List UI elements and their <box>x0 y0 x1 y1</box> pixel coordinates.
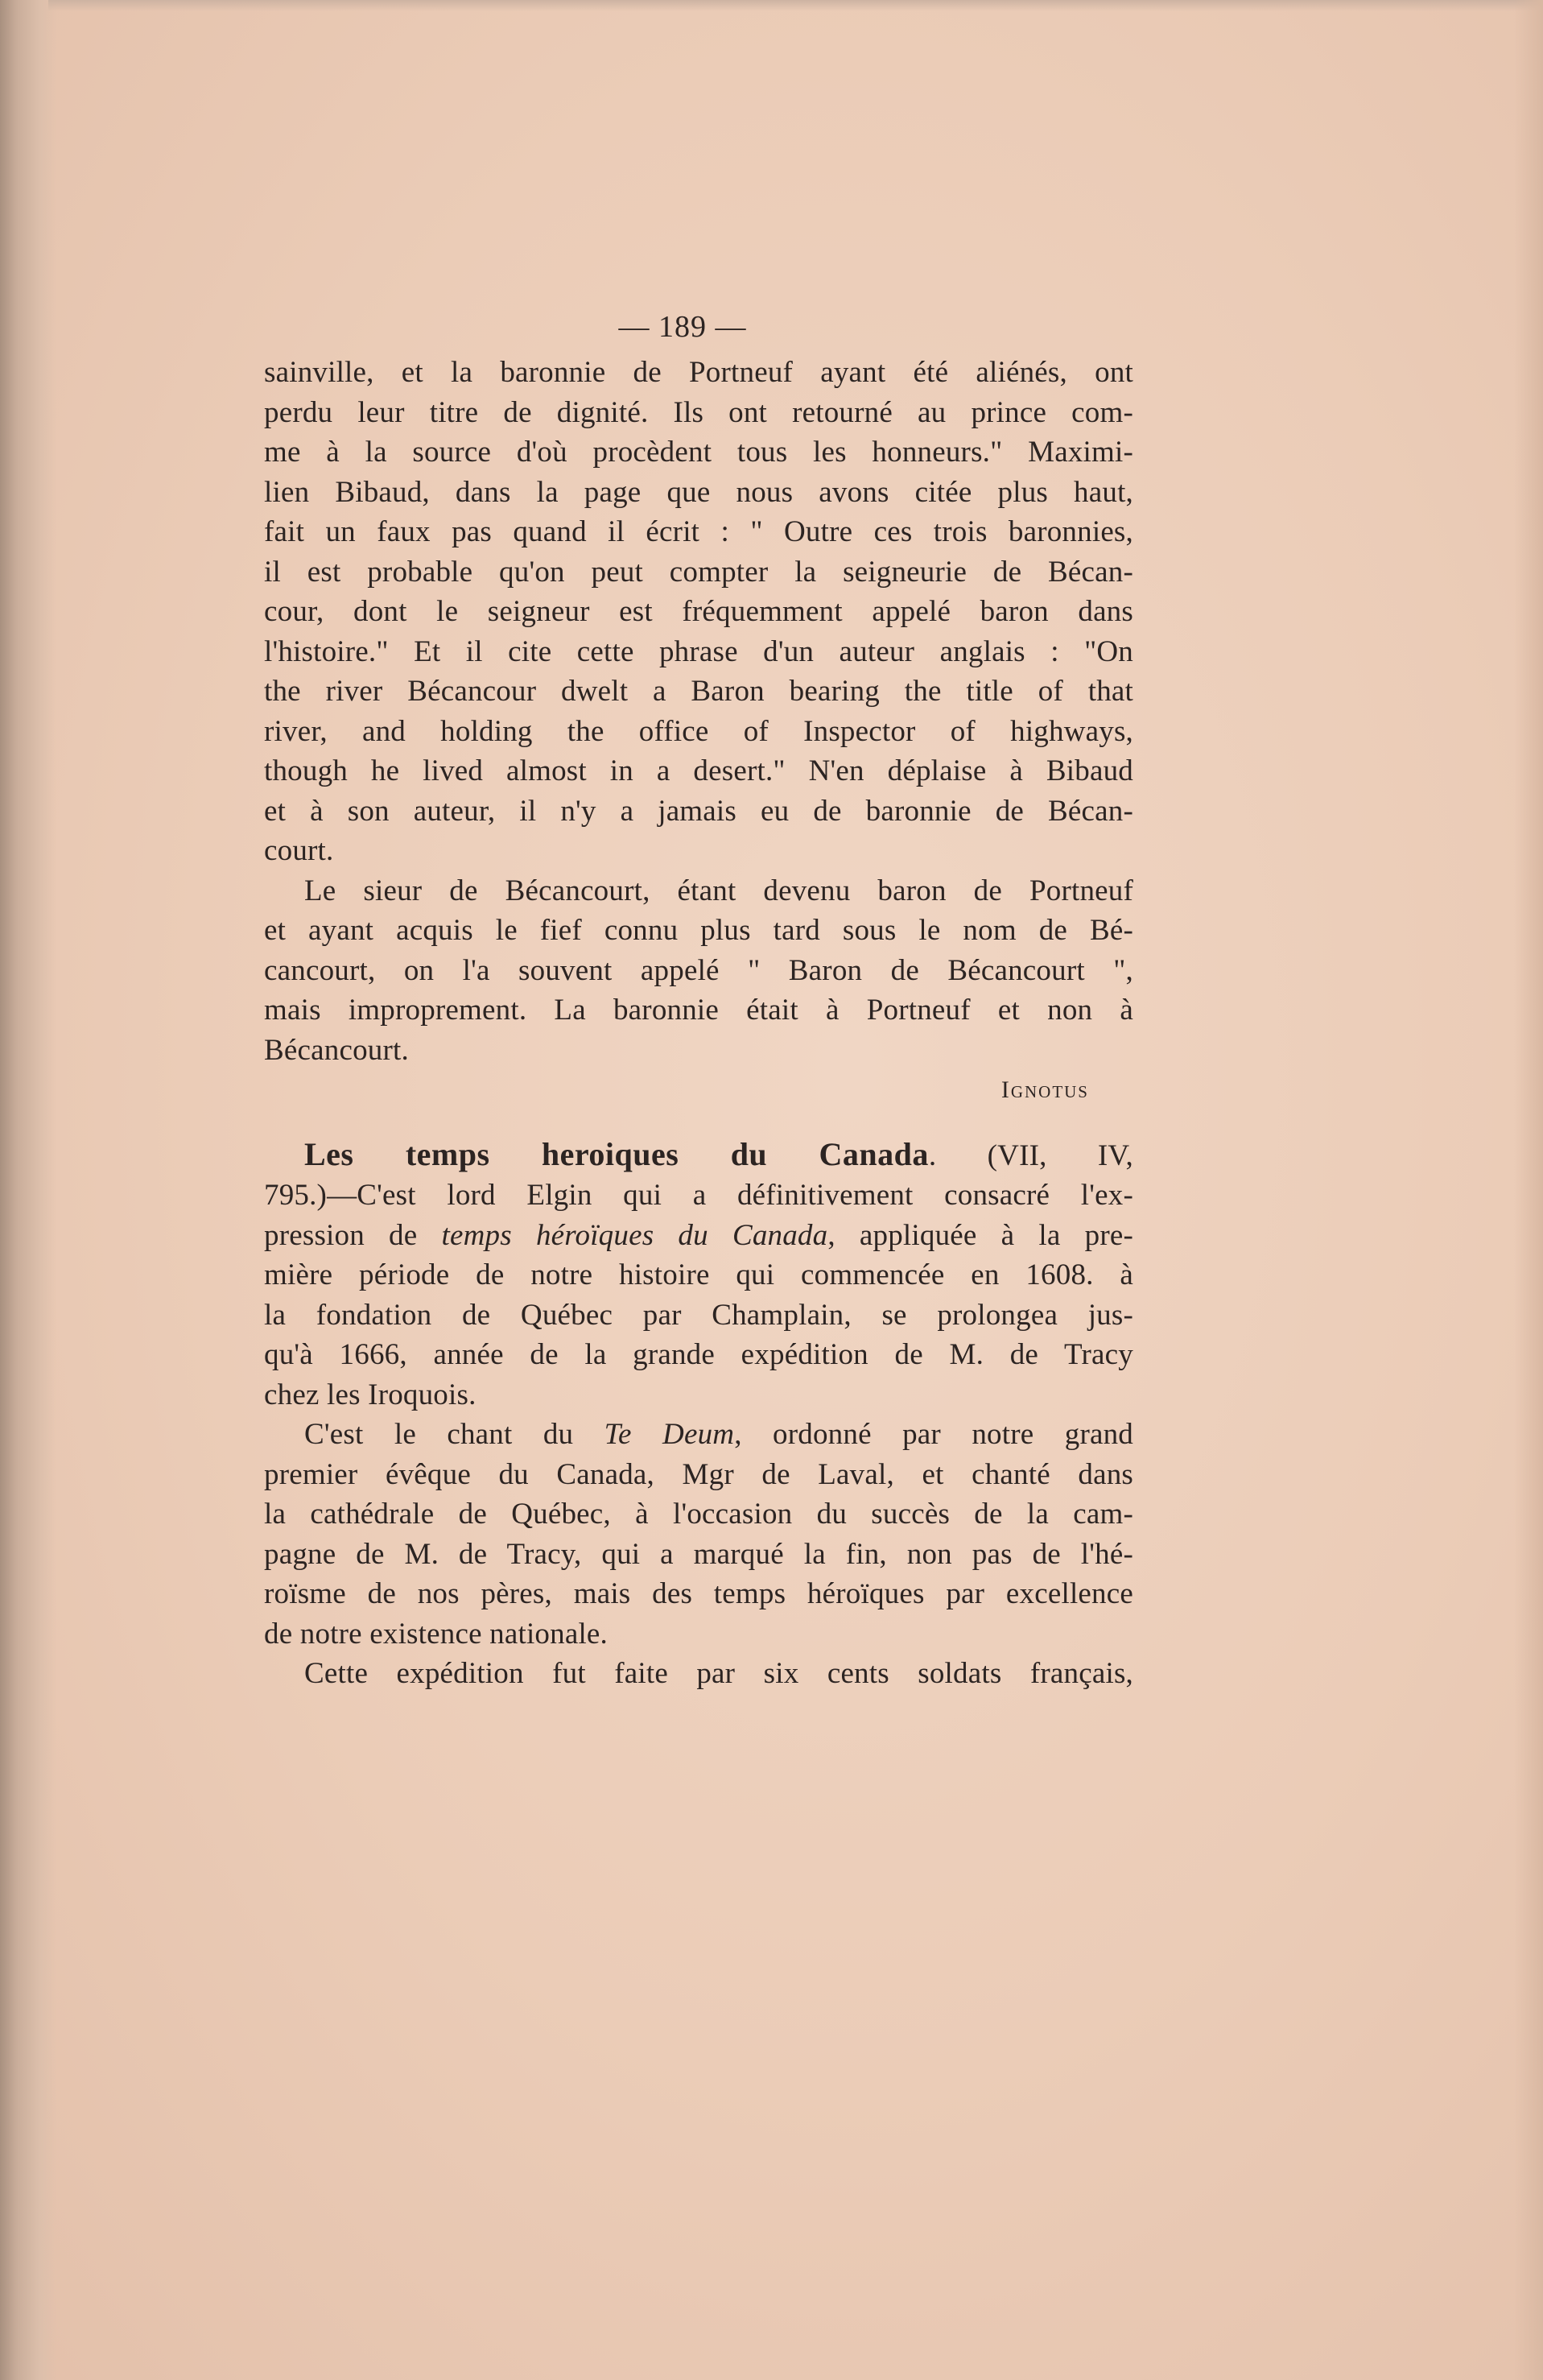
text-line: roïsme de nos pères, mais des temps héroïques par excellence <box>264 1577 1133 1610</box>
text-line: though he lived almost in a desert." N'en déplaise à Bibaud <box>264 754 1133 787</box>
text-line: Bécancourt. <box>264 1033 409 1067</box>
text-line: 795.)—C'est lord Elgin qui a définitivement consacré l'ex- <box>264 1179 1133 1212</box>
section-gap <box>264 1110 1133 1134</box>
paragraph-5 <box>264 1654 1133 1694</box>
text-span: , appliquée à la pre- <box>827 1218 1133 1252</box>
text-block <box>264 306 1133 1694</box>
text-line: perdu leur titre de dignité. Ils ont retourné au prince com- <box>264 395 1133 429</box>
text-line: premier évêque du Canada, Mgr de Laval, et chanté dans <box>264 1457 1133 1491</box>
text-line <box>264 1415 1133 1455</box>
text-line: fait un faux pas quand il écrit : " Outre ces trois baronnies, <box>264 515 1133 548</box>
text-span: C'est le chant du <box>304 1418 604 1451</box>
text-span: , ordonné par notre grand <box>734 1418 1133 1451</box>
text-line: de notre existence nationale. <box>264 1617 609 1651</box>
text-line: me à la source d'où procèdent tous les honneurs." Maximi- <box>264 436 1133 469</box>
text-line: lien Bibaud, dans la page que nous avons citée plus haut, <box>264 475 1133 509</box>
section-heading: Les temps heroiques du Canada <box>304 1135 929 1172</box>
paragraph-2 <box>264 871 1133 1071</box>
text-line: l'histoire." Et il cite cette phrase d'un auteur anglais : "On <box>264 634 1133 668</box>
text-line: mais improprement. La baronnie était à Portneuf et non à <box>264 994 1133 1027</box>
text-line: Le sieur de Bécancourt, étant devenu baron de Portneuf <box>304 874 1133 907</box>
text-line: sainville, et la baronnie de Portneuf ayant été aliénés, ont <box>264 356 1133 389</box>
right-edge-shadow <box>1514 0 1543 2380</box>
paragraph-1 <box>264 353 1133 871</box>
book-spine-shadow <box>0 0 56 2380</box>
paragraph-4 <box>264 1415 1133 1654</box>
text-line <box>264 1216 1133 1256</box>
text-line: cancourt, on l'a souvent appelé " Baron de Bécancourt ", <box>264 953 1133 987</box>
text-line: river, and holding the office of Inspector of highways, <box>264 714 1133 748</box>
top-edge-shadow <box>48 0 1543 11</box>
text-line: cour, dont le seigneur est fréquemment appelé baron dans <box>264 595 1133 628</box>
text-line: mière période de notre histoire qui commencée en 1608. à <box>264 1258 1133 1291</box>
author-signature: Ignotus <box>1000 1076 1089 1103</box>
heading-reference: . (VII, IV, <box>928 1138 1133 1172</box>
text-line: et ayant acquis le fief connu plus tard sous le nom de Bé- <box>264 914 1133 947</box>
section-heading-line <box>264 1134 1133 1176</box>
paragraph-3 <box>264 1134 1133 1415</box>
text-line: court. <box>264 834 334 867</box>
text-line: chez les Iroquois. <box>264 1378 477 1411</box>
text-line: et à son auteur, il n'y a jamais eu de baronnie de Bécan- <box>264 794 1133 828</box>
text-span: pression de <box>264 1218 442 1252</box>
text-line: la fondation de Québec par Champlain, se prolongea jus- <box>264 1298 1133 1332</box>
text-line: pagne de M. de Tracy, qui a marqué la fin, non pas de l'hé- <box>264 1537 1133 1571</box>
text-line: la cathédrale de Québec, à l'occasion du succès de la cam- <box>264 1498 1133 1531</box>
text-line: Cette expédition fut faite par six cents soldats français, <box>304 1657 1133 1690</box>
text-line: qu'à 1666, année de la grande expédition de M. de Tracy <box>264 1338 1133 1371</box>
text-line: the river Bécancour dwelt a Baron bearing the title of that <box>264 675 1133 708</box>
italic-phrase: Te Deum <box>604 1418 735 1451</box>
text-line: il est probable qu'on peut compter la seigneurie de Bécan- <box>264 555 1133 589</box>
page-number: — 189 — <box>618 310 747 344</box>
italic-phrase: temps héroïques du Canada <box>441 1218 828 1252</box>
